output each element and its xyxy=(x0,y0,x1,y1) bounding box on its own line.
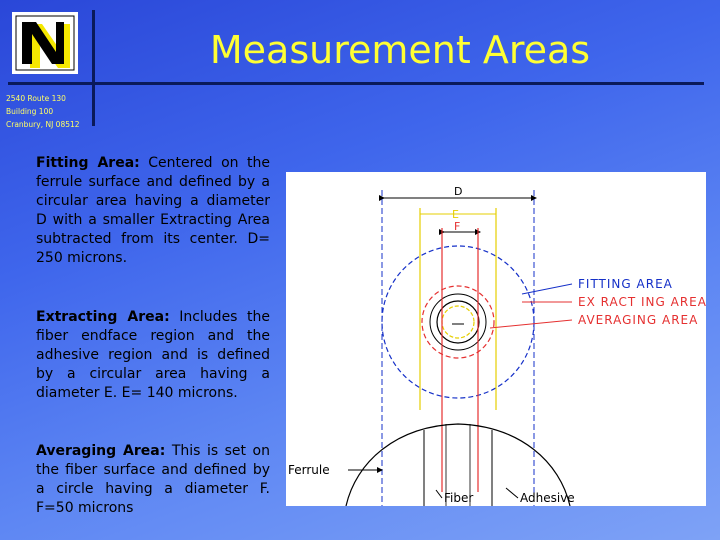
fitting-area-description xyxy=(36,154,270,268)
averaging-area-text: This is set on the fiber surface and defined by a circle having a diameter F. F=50 microns xyxy=(36,443,270,516)
adhesive-callout: Adhesive xyxy=(520,491,575,505)
extracting-area-text: Includes the fiber endface region and the adhesive region and is defined by a circular area having a diameter E. E= 140 microns. xyxy=(36,309,270,401)
averaging-area-term: Averaging Area: xyxy=(36,443,166,459)
fitting-area-term: Fitting Area: xyxy=(36,155,140,171)
address-line: 2540 Route 130 xyxy=(6,94,66,103)
e-label: E xyxy=(452,208,459,221)
ferrule-callout: Ferrule xyxy=(288,463,330,477)
extracting-area-term: Extracting Area: xyxy=(36,309,170,325)
header-vertical-rule xyxy=(92,10,95,126)
extracting-area-description xyxy=(36,308,270,403)
address-line: Building 100 xyxy=(6,107,54,116)
legend-averaging-area: AVERAGING AREA xyxy=(578,313,699,327)
fitting-area-circle xyxy=(382,246,534,398)
legend-fitting-area: FITTING AREA xyxy=(578,277,673,291)
header-horizontal-rule xyxy=(8,82,704,85)
extracting-area-circle xyxy=(422,286,494,358)
f-label: F xyxy=(454,220,461,233)
company-address xyxy=(6,92,80,131)
measurement-areas-diagram xyxy=(286,172,706,506)
company-logo xyxy=(12,12,78,74)
legend-extracting-area: EX RACT ING AREA xyxy=(578,295,706,309)
fiber-callout: Fiber xyxy=(444,491,474,505)
d-label: D xyxy=(454,185,463,198)
address-line: Cranbury, NJ 08512 xyxy=(6,120,80,129)
fiber-circle xyxy=(437,301,479,343)
averaging-area-description xyxy=(36,442,270,518)
fitting-area-text: Centered on the ferrule surface and defined by a circular area having a diameter D with a smaller Extracting Area subtracted from its center. D= 250 microns. xyxy=(36,155,270,266)
page-title: Measurement Areas xyxy=(209,28,591,72)
averaging-area-circle xyxy=(442,306,474,338)
